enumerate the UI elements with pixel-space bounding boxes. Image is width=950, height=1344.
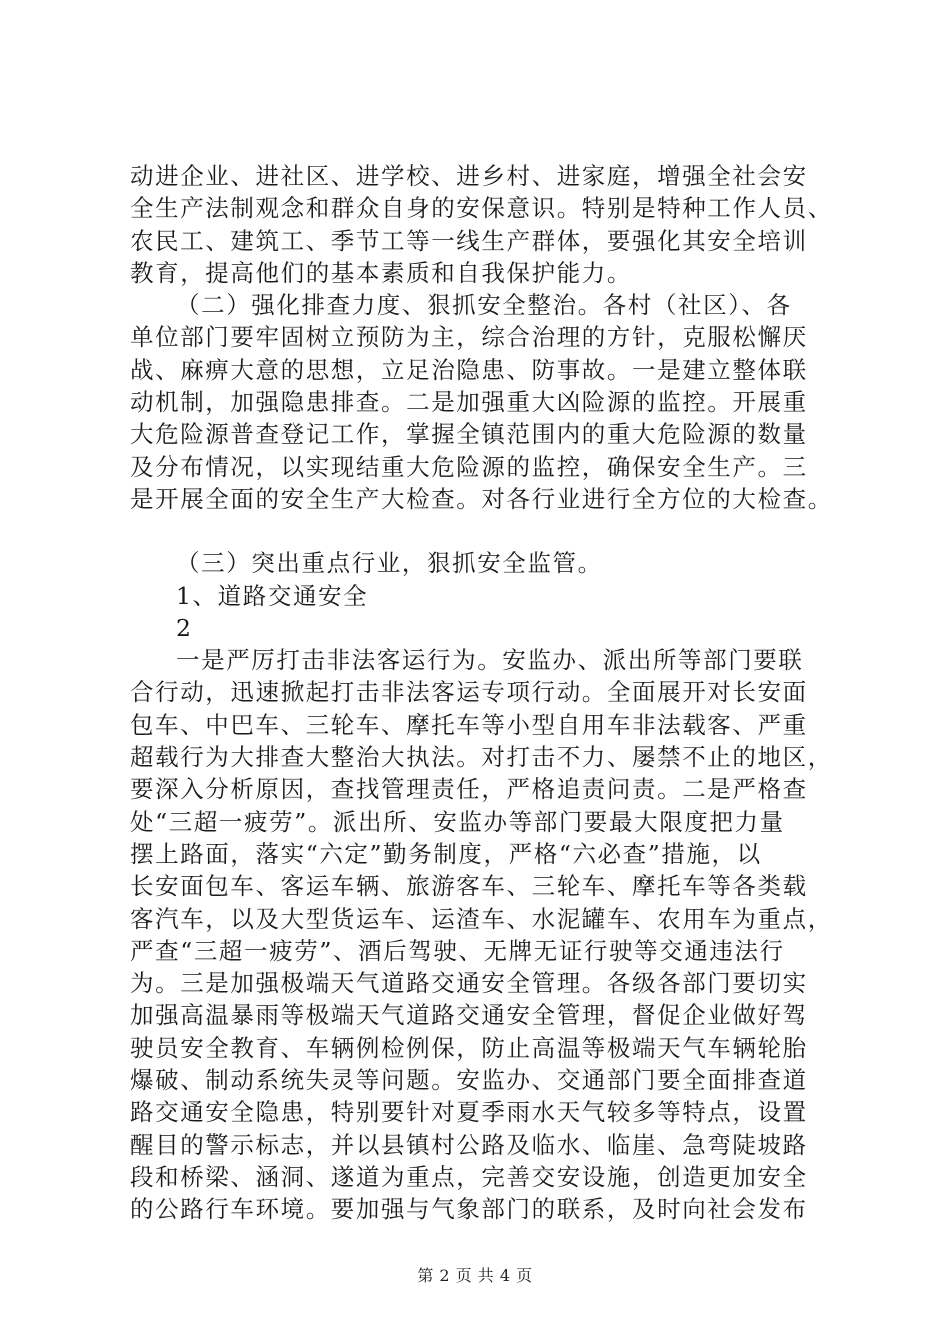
text-line: 的公路行车环境。要加强与气象部门的联系，及时向社会发布 (130, 1195, 808, 1224)
section-heading-line: （二）强化排查力度、狠抓安全整治。各村（社区）、各 (176, 291, 792, 320)
text-line: 动机制，加强隐患排查。二是加强重大凶险源的监控。开展重 (130, 388, 808, 417)
page-number-footer: 第 2 页 共 4 页 (417, 1266, 533, 1285)
text-line: 单位部门要牢固树立预防为主，综合治理的方针，克服松懈厌 (130, 323, 808, 352)
document-body (130, 160, 833, 1226)
text-line: 农民工、建筑工、季节工等一线生产群体，要强化其安全培训 (130, 226, 808, 255)
section-heading-line: （三）突出重点行业，狠抓安全监管。 (176, 549, 603, 578)
text-line: 摆上路面，落实“六定”勤务制度，严格“六必查”措施，以 (130, 839, 762, 868)
text-line: 长安面包车、客运车辆、旅游客车、三轮车、摩托车等各类载 (130, 872, 808, 901)
text-line: 是开展全面的安全生产大检查。对各行业进行全方位的大检查。 (130, 484, 833, 513)
text-line: 及分布情况，以实现结重大危险源的监控，确保安全生产。三 (130, 452, 808, 481)
text-line: 战、麻痹大意的思想，立足治隐患、防事故。一是建立整体联 (130, 355, 808, 384)
text-line: 加强高温暴雨等极端天气道路交通安全管理，督促企业做好驾 (130, 1001, 808, 1030)
text-line: 全生产法制观念和群众自身的安保意识。特别是特种工作人员、 (130, 194, 833, 223)
text-line: 路交通安全隐患，特别要针对夏季雨水天气较多等特点，设置 (130, 1098, 808, 1127)
text-line: 驶员安全教育、车辆例检例保，防止高温等极端天气车辆轮胎 (130, 1033, 808, 1062)
text-line: 合行动，迅速掀起打击非法客运专项行动。全面展开对长安面 (130, 678, 808, 707)
paragraph-start-line: 一是严厉打击非法客运行为。安监办、派出所等部门要联 (176, 646, 804, 675)
item-number-line: 2 (176, 613, 193, 642)
text-line: 爆破、制动系统失灵等问题。安监办、交通部门要全面排查道 (130, 1066, 808, 1095)
text-line: 要深入分析原因，查找管理责任，严格追责问责。二是严格查 (130, 775, 808, 804)
text-line: 超载行为大排查大整治大执法。对打击不力、屡禁不止的地区， (130, 743, 833, 772)
text-line: 严查“三超一疲劳”、酒后驾驶、无牌无证行驶等交通违法行 (130, 936, 785, 965)
text-line: 醒目的警示标志，并以县镇村公路及临水、临崖、急弯陡坡路 (130, 1130, 808, 1159)
text-line: 客汽车，以及大型货运车、运渣车、水泥罐车、农用车为重点， (130, 904, 833, 933)
text-line: 段和桥梁、涵洞、遂道为重点，完善交安设施，创造更加安全 (130, 1162, 808, 1191)
subsection-heading-line: 1、道路交通安全 (176, 581, 369, 610)
text-line: 大危险源普查登记工作，掌握全镇范围内的重大危险源的数量 (130, 420, 808, 449)
text-line: 动进企业、进社区、进学校、进乡村、进家庭，增强全社会安 (130, 162, 808, 190)
text-line: 为。三是加强极端天气道路交通安全管理。各级各部门要切实 (130, 969, 808, 998)
text-line: 包车、中巴车、三轮车、摩托车等小型自用车非法载客、严重 (130, 710, 808, 739)
text-line: 处“三超一疲劳”。派出所、安监办等部门要最大限度把力量 (130, 807, 785, 836)
text-line: 教育，提高他们的基本素质和自我保护能力。 (130, 258, 632, 287)
